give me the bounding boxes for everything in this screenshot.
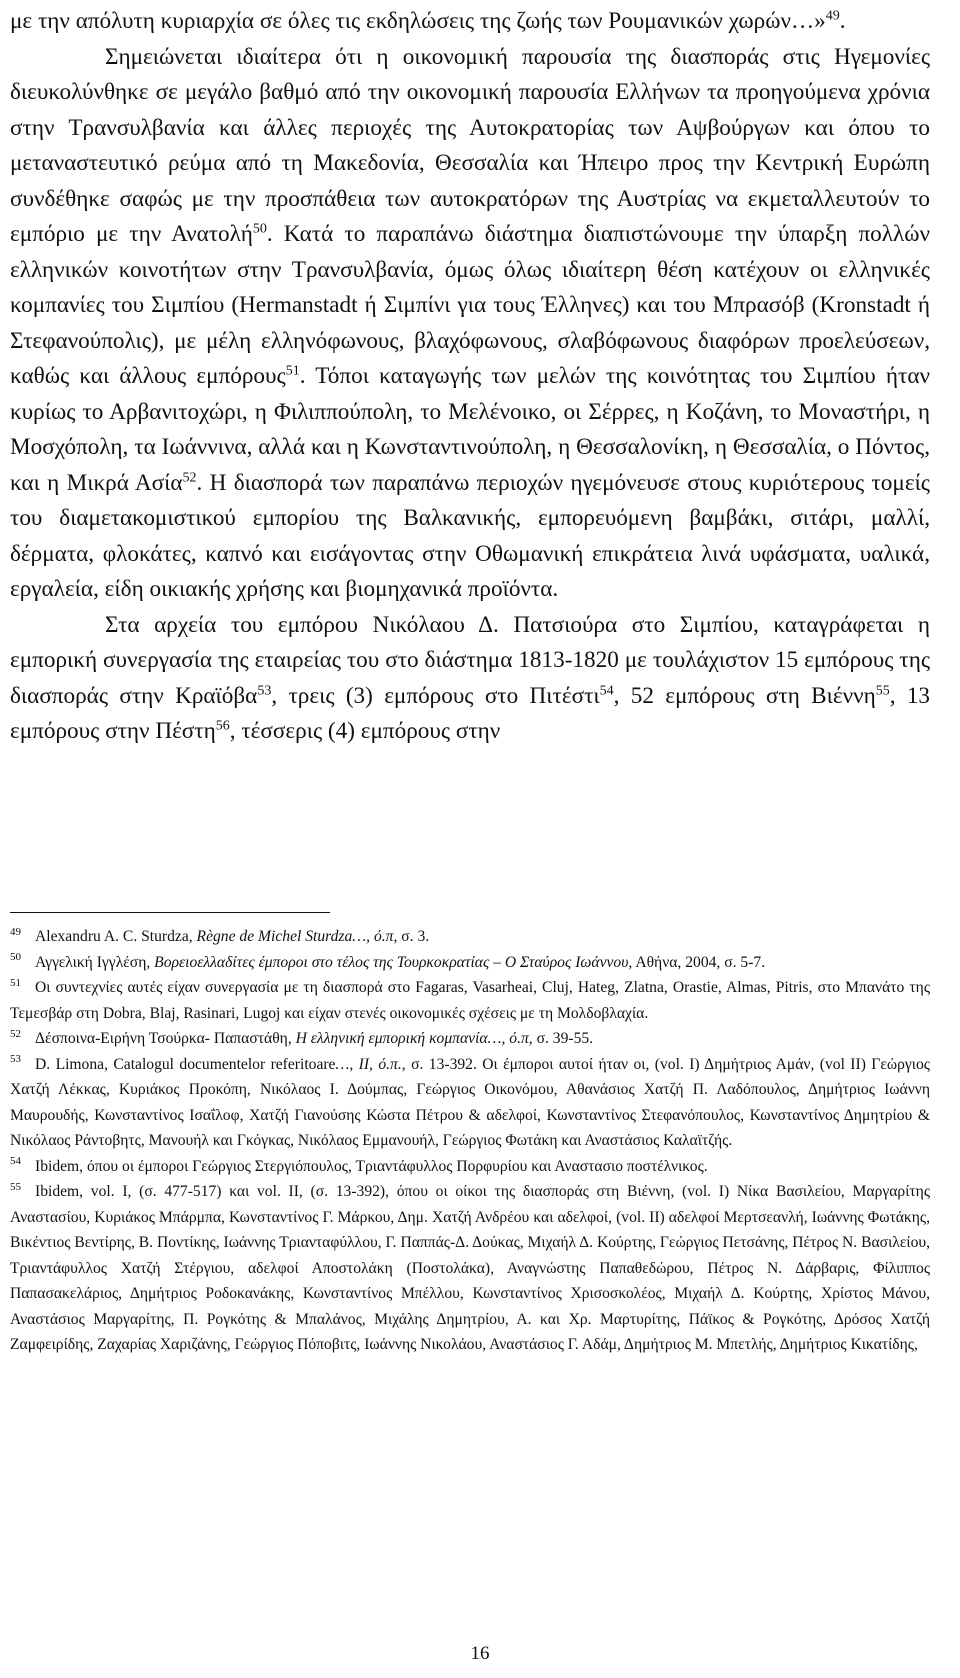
- footnote-ref[interactable]: 56: [215, 718, 230, 734]
- footnote-ref[interactable]: 54: [599, 682, 614, 698]
- text-run: . Τόποι καταγωγής των μελών της κοινότητας του Σιμπίου ήταν κυρίως το Αρβανιτοχώρι, η Φιλιππούπολη, το Μελένοικο, οι Σέρρες, η Κοζάνη, το Μοναστήρι, η Μοσχόπολη, τα Ιωάννινα, αλλά και η Κωνσταντινούπολη, η Θεσσαλονίκη, η Θεσσαλία, ο Πόντος, και η Μικρά Ασία: [10, 363, 930, 496]
- text-run: , τέσσερις (4) εμπόρους στην: [229, 718, 501, 744]
- footnote-text: Δέσποινα-Ειρήνη Τσούρκα- Παπαστάθη,: [35, 1030, 296, 1047]
- footnote-53: [10, 1052, 930, 1154]
- footnote-50: [10, 950, 930, 976]
- footnote-number: 49: [10, 925, 21, 938]
- footnote-number: 50: [10, 951, 21, 964]
- text-run: με την απόλυτη κυριαρχία σε όλες τις εκδηλώσεις της ζωής των Ρουμανικών χωρών…»: [10, 8, 826, 34]
- main-text: [10, 4, 930, 750]
- text-run: , τρεις (3) εμπόρους στο Πιτέστι: [271, 682, 600, 709]
- footnote-ref[interactable]: 52: [182, 469, 197, 485]
- footnote-52: [10, 1026, 930, 1052]
- footnote-ref[interactable]: 49: [825, 8, 840, 24]
- footnote-text: , σ. 39-55.: [528, 1030, 594, 1047]
- footnote-ref[interactable]: 53: [257, 682, 272, 698]
- footnote-49: [10, 924, 930, 950]
- footnote-text: Alexandru A. C. Sturdza,: [35, 928, 197, 945]
- footnote-number: 52: [10, 1027, 21, 1040]
- page-number: 16: [470, 1643, 490, 1664]
- footnote-ref[interactable]: 51: [285, 363, 300, 379]
- footnote-number: 54: [10, 1155, 21, 1168]
- footnote-title: Βορειοελλαδίτες έμποροι στο τέλος της Τουρκοκρατίας – Ο Σταύρος Ιωάννου: [154, 953, 629, 971]
- footnote-54: [10, 1154, 930, 1180]
- footnote-number: 51: [10, 976, 21, 989]
- footnote-title: …, II, ό.π.: [335, 1055, 402, 1073]
- text-run: Στα αρχεία του εμπόρου Νικόλαου Δ. Πατσιούρα στο Σιμπίου, καταγράφεται η εμπορική συνεργασία της εταιρείας του στο διάστημα 1813-1820 με τουλάχιστον 15 εμπόρους της διασποράς στην Κραϊόβα: [10, 611, 930, 709]
- footnote-text: Ibidem, όπου οι έμποροι Γεώργιος Στεργιόπουλος, Τριαντάφυλλος Πορφυρίου και Αναστασιο ποστέλνικος.: [35, 1157, 708, 1175]
- footnote-text: , Αθήνα, 2004, σ. 5-7.: [628, 953, 766, 971]
- paragraph-2: [10, 40, 930, 608]
- footnote-ref[interactable]: 50: [252, 221, 267, 237]
- footnotes: [10, 924, 930, 1358]
- footnote-text: Οι συντεχνίες αυτές είχαν συνεργασία με τη διασπορά στο Fagaras, Vasarheai, Cluj, Hateg, Zlatna, Orastie, Almas, Pitris, στο Μπανάτο της Τεμεσβάρ στη Dobra, Blaj, Rasinari, Lugoj και είχαν στενές οικονομικές σχέσεις με τη Μολδοβλαχία.: [10, 979, 930, 1022]
- footnote-number: 53: [10, 1053, 21, 1066]
- text-run: . Κατά το παραπάνω διάστημα διαπιστώνουμε την ύπαρξη πολλών ελληνικών κοινοτήτων στην Τρανσυλβανία, όμως όλως ιδιαίτερη θέση κατέχουν οι ελληνικές κομπανίες του Σιμπίου (Hermanstadt ή Σιμπίνι για τους Έλληνες) και του Μπρασόβ (Kronstadt ή Στεφανούπολις), με μέλη ελληνόφωνους, βλαχόφωνους, σλαβόφωνους διαφόρων προελεύσεων, καθώς και άλλους εμπόρους: [10, 221, 931, 389]
- footnote-title: Η ελληνική εμπορική κομπανία…, ό.π: [295, 1030, 529, 1047]
- footnote-51: [10, 975, 930, 1026]
- footnote-text: Αγγελική Ιγγλέση,: [35, 953, 155, 971]
- footnote-text: D. Limona, Catalogul documentelor referitoare: [35, 1055, 336, 1073]
- footnote-text: Ibidem, vol. I, (σ. 477-517) και vol. II, (σ. 13-392), όπου οι οίκοι της διασποράς στη Βιέννη, (vol. I) Νίκα Βασιλείου, Μαργαρίτης Αναστασίου, Κυριάκος Μπάρμπα, Κωνσταντίνος Γ. Μάρκου, Δημ. Χατζή Ανδρέου και αδελφοί, (vol. II) αδελφοί Μερτσεανλή, Ιωάννης Φωτάκης, Βικέντιος Βεντίρης, Β. Ποντίκης, Ιωάννης Τριανταφύλλου, Γ. Παππάς-Δ. Δούκας, Μιχαήλ Δ. Κούρτης, Γεώργιος Πετσάνης, Πέτρος Ν. Βασιλείου, Τριαντάφυλλος Χατζή Στέργιου, αδελφοί Αποστολάκη (Ποστολάκα), Αναγνώστης Παπαθεδώρου, Πέτρος Ν. Δάρβαρις, Φίλιππος Παπασακελάριος, Δημήτριος Ροδοκανάκης, Κωνσταντίνος Μπέλλου, Κωνσταντίνος Χρισοσκολέος, Μιχαήλ Δ. Κούρτης, Χρίστος Μάνου, Αναστάσιος Μαργαρίτης, Π. Ρογκότης & Μπαλάνος, Μιχάλης Δημητρίου, Α. και Χρ. Μαρτυρίτης, Πάϊκος & Ρογκότης, Δρόσος Χατζή Ζαμφειρίδης, Ζαχαρίας Χαριζάνης, Γεώργιος Πόποβιτς, Ιωάννης Νικολάου, Αναστάσιος Γ. Αδάμ, Δημήτριος Μ. Μπετλής, Δημήτριος Κικατίδης,: [10, 1183, 930, 1353]
- footnote-55: [10, 1179, 930, 1358]
- footnote-separator: [10, 912, 330, 913]
- text-run: , 13 εμπόρους στην Πέστη: [10, 682, 931, 744]
- text-run: . Η διασπορά των παραπάνω περιοχών ηγεμόνευσε στους κυριότερους τομείς του διαμετακομιστικού εμπορίου της Βαλκανικής, εμπορευόμενη βαμβάκι, σιτάρι, μαλλί, δέρματα, φλοκάτες, καπνό και εισάγοντας στην Οθωμανική επικράτεια λινά υφάσματα, υαλικά, εργαλεία, είδη οικιακής χρήσης και βιομηχανικά προϊόντα.: [10, 469, 930, 602]
- text-run: Σημειώνεται ιδιαίτερα ότι η οικονομική παρουσία της διασποράς στις Ηγεμονίες διευκολύνθηκε σε μεγάλο βαθμό από την οικονομική παρουσία Ελλήνων τα προηγούμενα χρόνια στην Τρανσυλβανία και άλλες περιοχές της Αυτοκρατορίας των Αψβούργων και όπου το μεταναστευτικό ρεύμα από τη Μακεδονία, Θεσσαλία και Ήπειρο προς την Κεντρική Ευρώπη συνδέθηκε σαφώς με την προσπάθεια των αυτοκρατόρων της Αυστρίας να εκμεταλλευτούν το εμπόριο με την Ανατολή: [10, 43, 930, 247]
- paragraph-1: [10, 4, 930, 40]
- footnote-text: , σ. 13-392. Οι έμποροι αυτοί ήταν οι, (vol. I) Δημήτριος Αμάν, (vol II) Γεώργιος Χατζή Λέκκας, Κυριάκος Προκόπη, Νικόλαος Ι. Δούμπας, Γεώργιος Οικονόμου, Αθανάσιος Χατζή Π. Λαδόπουλος, Δημήτριος Ιωάννη Μαυρουδής, Κωνσταντίνος Ισαΐλοφ, Χατζή Γιανούσης Κώστα Πέτρου & αδελφοί, Κωνσταντίνος Στεφανόπουλος, Κωνσταντίνος Δημητρίου & Νικόλαος Ράντοβητς, Μανουήλ και Γκόγκας, Νικόλαος Εμμανουήλ, Γεώργιος Φωτάκη και Αναστάσιος Καλαϊτζής.: [10, 1055, 930, 1149]
- text-run: , 52 εμπόρους στη Βιέννη: [613, 682, 876, 709]
- paragraph-3: [10, 608, 930, 750]
- footnote-ref[interactable]: 55: [875, 682, 890, 698]
- text-run: .: [839, 8, 846, 34]
- footnote-title: Règne de Michel Sturdza…, ό.π: [196, 928, 394, 945]
- footnote-number: 55: [10, 1180, 21, 1193]
- footnote-text: , σ. 3.: [393, 928, 430, 945]
